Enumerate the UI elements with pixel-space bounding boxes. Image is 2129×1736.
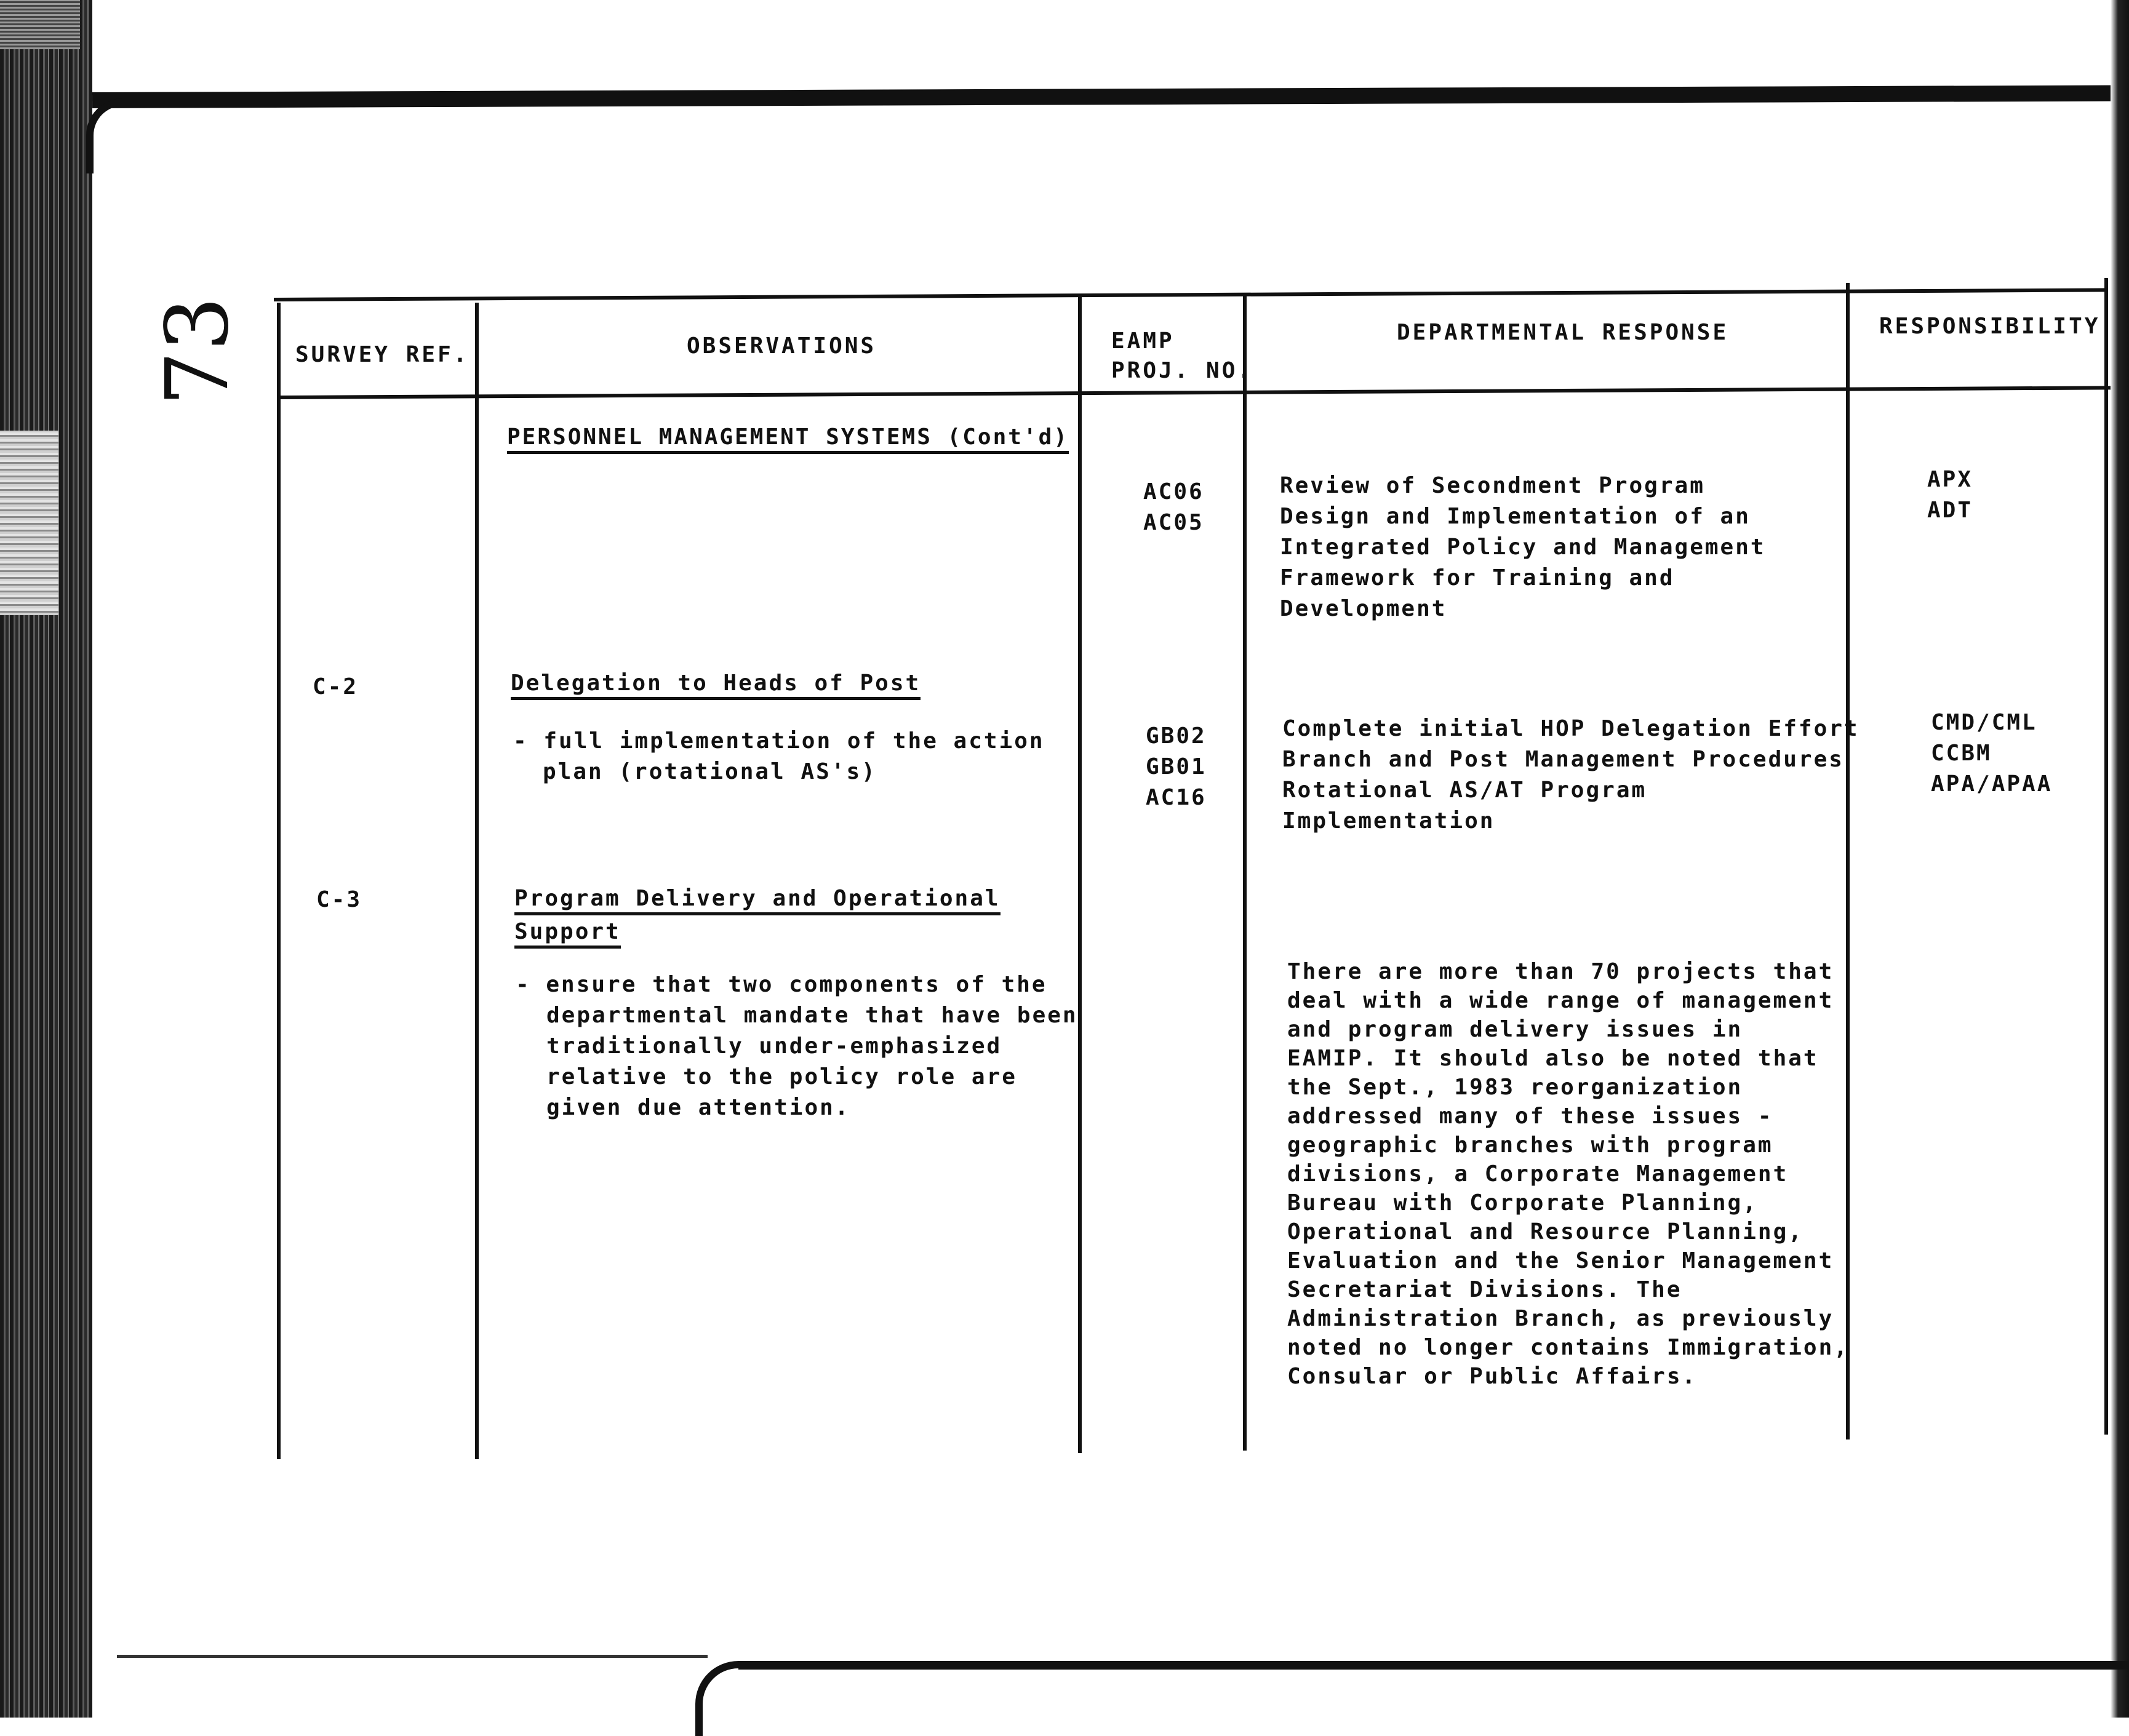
response-line: Consular or Public Affairs. <box>1287 1364 1698 1389</box>
response-personnel <box>1280 471 1766 624</box>
responsibility-code: CCBM <box>1931 741 1992 766</box>
response-line: Implementation <box>1282 808 1495 834</box>
observation-line: - ensure that two components of the <box>516 972 1047 997</box>
table-col-rule-3 <box>1078 297 1082 1453</box>
binder-top-curl <box>86 98 130 173</box>
project-code: AC16 <box>1146 785 1207 810</box>
responsibility-code: APA/APAA <box>1931 771 2053 797</box>
responsibility-code: CMD/CML <box>1931 710 2037 735</box>
projects-personnel <box>1143 477 1204 538</box>
response-line: Rotational AS/AT Program <box>1282 778 1647 803</box>
response-line: Framework for Training and <box>1280 565 1675 591</box>
section-heading-personnel-text: PERSONNEL MANAGEMENT SYSTEMS (Cont'd) <box>507 424 1069 454</box>
scan-edge-left <box>0 0 92 1718</box>
response-line: Design and Implementation of an <box>1280 504 1751 529</box>
response-line: EAMIP. It should also be noted that <box>1287 1046 1819 1071</box>
header-departmental-response: DEPARTMENTAL RESPONSE <box>1397 320 1729 345</box>
section-heading-program-delivery-line1: Program Delivery and Operational <box>514 886 1001 915</box>
response-line: the Sept., 1983 reorganization <box>1287 1075 1743 1100</box>
responsibility-code: APX <box>1927 467 1973 492</box>
response-line: Review of Secondment Program <box>1280 473 1705 498</box>
header-eamp-line2: PROJ. NO. <box>1111 358 1254 383</box>
observation-line: relative to the policy role are <box>546 1064 1017 1089</box>
observation-line: - full implementation of the action <box>513 728 1045 754</box>
response-delegation <box>1282 714 1859 837</box>
response-line: Bureau with Corporate Planning, <box>1287 1190 1758 1216</box>
table-header-rule <box>277 386 2111 399</box>
section-heading-delegation <box>511 671 921 696</box>
table-col-rule-2 <box>475 303 479 1459</box>
project-code: AC05 <box>1143 510 1204 535</box>
response-line: geographic branches with program <box>1287 1133 1773 1158</box>
binder-bottom-band <box>738 1661 2129 1670</box>
section-heading-program-delivery-line2: Support <box>514 919 621 949</box>
response-line: Administration Branch, as previously <box>1287 1306 1834 1331</box>
responsibility-delegation <box>1931 707 2052 800</box>
scan-edge-left-top <box>0 0 80 49</box>
table-col-rule-6 <box>2104 278 2108 1435</box>
table-top-rule <box>274 288 2107 301</box>
project-code: GB01 <box>1146 754 1207 779</box>
table-col-rule-1 <box>277 303 281 1459</box>
projects-delegation <box>1146 721 1207 813</box>
response-line: There are more than 70 projects that <box>1287 959 1834 984</box>
header-observations: OBSERVATIONS <box>687 333 877 359</box>
survey-ref-c3: C-3 <box>316 887 362 912</box>
observation-line: given due attention. <box>546 1095 850 1120</box>
project-code: GB02 <box>1146 723 1207 749</box>
responsibility-personnel <box>1927 464 1973 526</box>
response-line: noted no longer contains Immigration, <box>1287 1335 1849 1360</box>
response-line: deal with a wide range of management <box>1287 988 1834 1013</box>
response-line: Integrated Policy and Management <box>1280 535 1766 560</box>
observation-delegation <box>513 726 1045 787</box>
response-program-delivery <box>1287 957 1849 1391</box>
response-line: and program delivery issues in <box>1287 1017 1743 1042</box>
scan-edge-left-light <box>0 431 58 615</box>
observation-line: plan (rotational AS's) <box>543 759 877 784</box>
scan-edge-right <box>2111 0 2129 1718</box>
header-eamp-line1: EAMP <box>1111 328 1175 354</box>
response-line: Branch and Post Management Procedures <box>1282 747 1844 772</box>
observation-line: traditionally under-emphasized <box>546 1033 1002 1059</box>
survey-ref-c2: C-2 <box>313 674 359 699</box>
response-line: Secretariat Divisions. The <box>1287 1277 1682 1302</box>
responsibility-code: ADT <box>1927 498 1973 523</box>
header-survey-ref: SURVEY REF. <box>295 342 469 367</box>
response-line: Operational and Resource Planning, <box>1287 1219 1803 1244</box>
project-code: AC06 <box>1143 479 1204 504</box>
response-line: divisions, a Corporate Management <box>1287 1161 1789 1187</box>
response-line: Complete initial HOP Delegation Effort <box>1282 716 1859 741</box>
response-line: Evaluation and the Senior Management <box>1287 1248 1834 1273</box>
section-heading-personnel <box>507 424 1069 450</box>
observation-line: departmental mandate that have been <box>546 1003 1078 1028</box>
section-heading-delegation-text: Delegation to Heads of Post <box>511 671 921 700</box>
page-number: 73 <box>148 296 248 406</box>
table-col-rule-4 <box>1243 294 1247 1451</box>
binder-bottom-curl <box>695 1661 752 1736</box>
response-line: Development <box>1280 596 1447 621</box>
section-heading-program-delivery <box>514 882 1001 949</box>
header-responsibility: RESPONSIBILITY <box>1879 314 2101 339</box>
binder-bottom-line <box>117 1655 708 1658</box>
binder-top-band <box>92 85 2129 108</box>
observation-program-delivery <box>516 970 1078 1123</box>
response-line: addressed many of these issues - <box>1287 1104 1773 1129</box>
